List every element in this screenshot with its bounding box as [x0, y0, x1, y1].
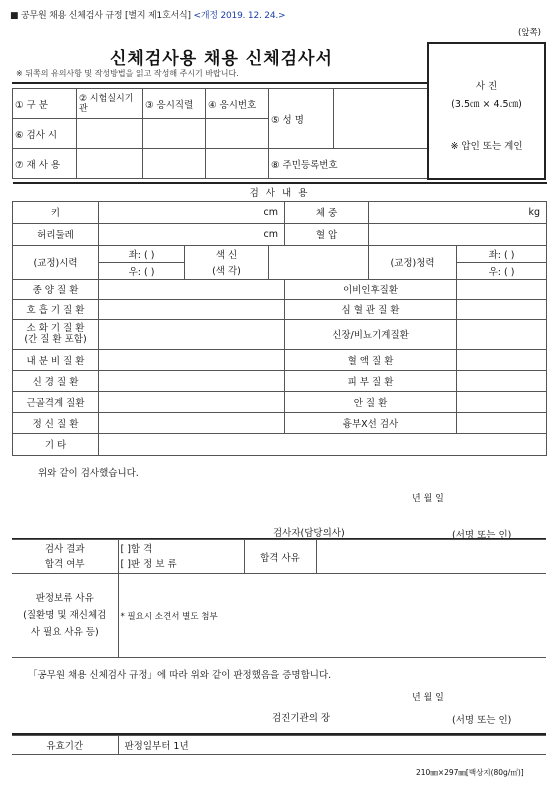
validity-value: 판정일부터 1년: [118, 736, 546, 755]
hold-label-line3: 사 필요 사유 등): [30, 627, 99, 638]
vision-left-field[interactable]: 좌: ( ): [99, 245, 185, 262]
exam-statement: 위와 같이 검사했습니다.: [38, 468, 139, 479]
validity-table: [12, 735, 546, 755]
label-eye: 안 질 환: [285, 391, 457, 412]
cardiovascular-field[interactable]: [457, 299, 547, 319]
blood-pressure-field[interactable]: [369, 223, 547, 245]
label-neurological: 신 경 질 환: [13, 370, 99, 391]
institution-label: 검진기관의 장: [272, 713, 331, 724]
top-divider: [12, 82, 427, 84]
form-prefix: ■ 공무원 채용 신체검사 규정 [별지 제1호서식]: [10, 11, 191, 21]
applicant-table: [12, 88, 428, 179]
label-exam-number: ④ 응시번호: [206, 89, 269, 119]
label-hearing: (교정)청력: [369, 245, 457, 279]
label-weight: 체 중: [285, 201, 369, 223]
height-unit: cm: [263, 206, 278, 218]
label-other: 기 타: [13, 433, 99, 455]
digestive-field[interactable]: [99, 319, 285, 349]
label-digestive: 소 화 기 질 환 (간 질 환 포함): [13, 319, 99, 349]
hold-reason-label: [12, 574, 118, 658]
chest-xray-field[interactable]: [457, 412, 547, 433]
respiratory-field[interactable]: [99, 299, 285, 319]
label-chest-xray: 흉부X선 검사: [285, 412, 457, 433]
hold-label-line2: (질환명 및 재신체검: [23, 610, 107, 621]
photo-size: (3.5㎝ × 4.5㎝): [451, 99, 522, 110]
label-reuse: ⑦ 재 사 용: [13, 149, 77, 179]
weight-unit: kg: [528, 206, 541, 218]
document-title: 신체검사용 채용 신체검사서: [110, 49, 333, 69]
certify-statement: 「공무원 채용 신체검사 규정」에 따라 위와 같이 판정했음을 증명합니다.: [28, 670, 332, 681]
label-skin: 피 부 질 환: [285, 370, 457, 391]
label-pass-reason: 합격 사유: [244, 540, 316, 574]
neurological-field[interactable]: [99, 370, 285, 391]
musculoskeletal-field[interactable]: [99, 391, 285, 412]
eye-field[interactable]: [457, 391, 547, 412]
label-name: ⑤ 성 명: [269, 89, 334, 149]
label-exam-time: ⑥ 검사 시: [13, 119, 77, 149]
waist-unit: cm: [263, 228, 278, 240]
label-endocrine: 내 분 비 질 환: [13, 349, 99, 370]
label-color-vision: 색 신: [185, 245, 269, 262]
result-label-line1: 검사 결과: [44, 543, 85, 555]
photo-label: 사 진: [475, 81, 498, 92]
waist-field[interactable]: [99, 223, 285, 245]
label-resident-number: ⑧ 주민등록번호: [269, 149, 428, 179]
other-field[interactable]: [99, 433, 547, 455]
exam-section-title: 검 사 내 용: [13, 183, 547, 201]
instruction-note: ※ 뒤쪽의 유의사항 및 작성방법을 읽고 작성해 주시기 바랍니다.: [16, 69, 239, 78]
renal-field[interactable]: [457, 319, 547, 349]
photo-box[interactable]: [427, 42, 546, 180]
hold-reason-note: * 필요시 소견서 별도 첨부: [120, 611, 218, 622]
exam-table: [12, 182, 547, 456]
photo-seal-note: ※ 압인 또는 계인: [450, 141, 523, 152]
label-ent: 이비인후질환: [285, 279, 457, 299]
color-vision-field[interactable]: [269, 245, 369, 279]
job-series-field[interactable]: [143, 119, 206, 149]
result-table: [12, 539, 546, 658]
hold-checkbox[interactable]: [ ]판 정 보 류: [120, 558, 177, 570]
tumor-field[interactable]: [99, 279, 285, 299]
hearing-left-field[interactable]: 좌: ( ): [457, 245, 547, 262]
label-psychiatric: 정 신 질 환: [13, 412, 99, 433]
examiner-label: 검사자(담당의사): [273, 528, 345, 539]
certify-date: 년 월 일: [412, 693, 444, 703]
pass-reason-field[interactable]: [316, 540, 546, 574]
label-height: 키: [13, 201, 99, 223]
label-cardiovascular: 심 혈 관 질 환: [285, 299, 457, 319]
examiner-sign-note: (서명 또는 인): [452, 530, 512, 541]
paper-spec: 210㎜×297㎜[백상지(80g/㎡)]: [416, 768, 524, 777]
hearing-right-field[interactable]: 우: ( ): [457, 262, 547, 279]
label-tumor: 종 양 질 환: [13, 279, 99, 299]
page-side-label: (앞쪽): [517, 28, 541, 38]
exam-date: 년 월 일: [412, 494, 444, 504]
result-label-line2: 합격 여부: [44, 558, 85, 570]
label-vision: (교정)시력: [13, 245, 99, 279]
vision-right-field[interactable]: 우: ( ): [99, 262, 185, 279]
weight-field[interactable]: [369, 201, 547, 223]
skin-field[interactable]: [457, 370, 547, 391]
height-field[interactable]: [99, 201, 285, 223]
reuse-series-field[interactable]: [143, 149, 206, 179]
result-options: [118, 540, 244, 574]
label-blood-pressure: 혈 압: [285, 223, 369, 245]
institution-sign-note: (서명 또는 인): [452, 715, 512, 726]
revision-date: <개정 2019. 12. 24.>: [193, 11, 286, 21]
label-job-series: ③ 응시직렬: [143, 89, 206, 119]
label-renal: 신장/비뇨기계질환: [285, 319, 457, 349]
result-label: [12, 540, 118, 574]
label-blood: 혈 액 질 환: [285, 349, 457, 370]
validity-label: 유효기간: [12, 736, 118, 755]
form-header: [10, 8, 285, 21]
exam-agency-field[interactable]: [77, 119, 143, 149]
blood-field[interactable]: [457, 349, 547, 370]
pass-checkbox[interactable]: [ ]합 격: [120, 543, 153, 555]
label-exam-agency: ② 시험실시기관: [77, 89, 143, 119]
label-musculoskeletal: 근골격계 질환: [13, 391, 99, 412]
label-category: ① 구 분: [13, 89, 77, 119]
ent-field[interactable]: [457, 279, 547, 299]
reuse-number-field[interactable]: [206, 149, 269, 179]
label-respiratory: 호 흡 기 질 환: [13, 299, 99, 319]
endocrine-field[interactable]: [99, 349, 285, 370]
label-color-sense: (색 각): [185, 262, 269, 279]
hold-label-line1: 판정보류 사유: [35, 593, 94, 604]
exam-number-field[interactable]: [206, 119, 269, 149]
reuse-agency-field[interactable]: [77, 149, 143, 179]
hold-reason-field[interactable]: [118, 574, 546, 658]
psychiatric-field[interactable]: [99, 412, 285, 433]
name-field[interactable]: [334, 89, 428, 149]
label-waist: 허리둘레: [13, 223, 99, 245]
